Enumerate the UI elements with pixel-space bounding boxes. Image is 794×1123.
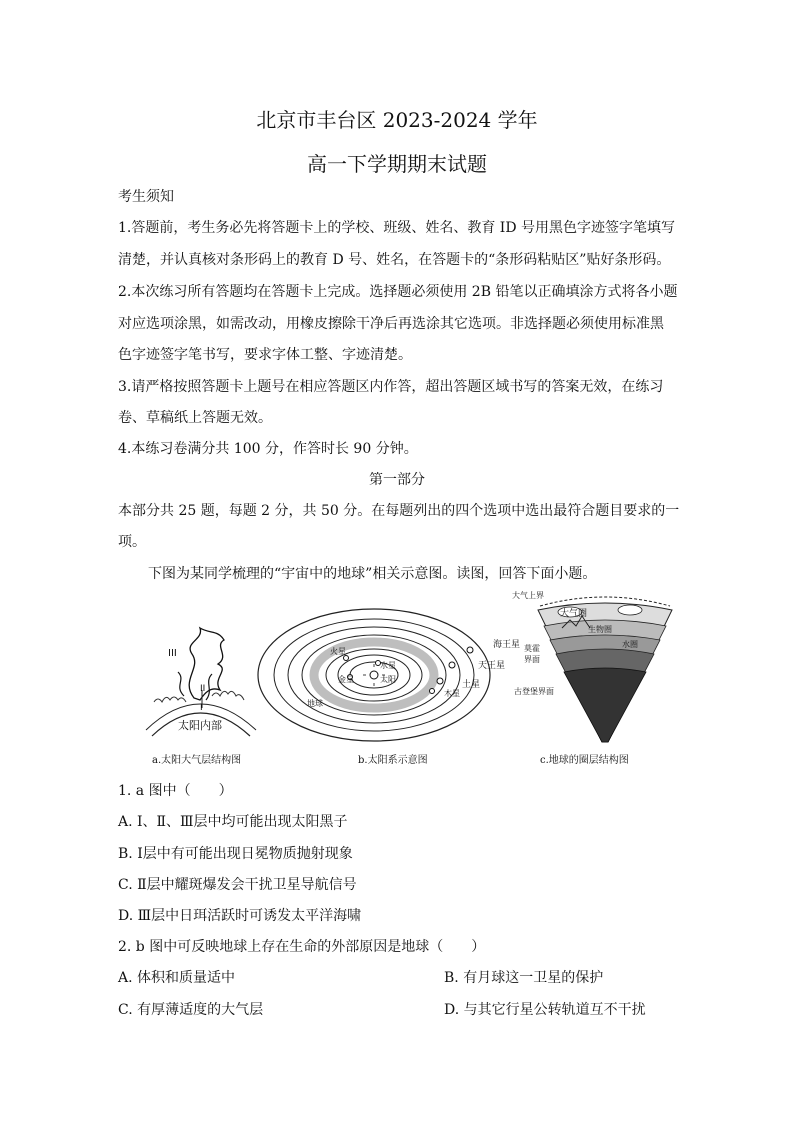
question-1-stem: 1. a 图中（ ） [118, 783, 233, 799]
fig-c-label-moho-2: 界面 [524, 655, 540, 664]
notice-line: 3.请严格按照答题卡上题号在相应答题区内作答，超出答题区域书写的答案无效，在练习 [118, 379, 664, 395]
section-intro: 项。 [118, 534, 146, 550]
notice-line: 2.本次练习所有答题均在答题卡上完成。选择题必须使用 2B 铅笔以正确填涂方式将各小题 [118, 284, 678, 300]
fig-c-label-atmosphere: 大气圈 [560, 609, 588, 619]
fig-c-label-moho-1: 莫霍 [524, 644, 540, 653]
notice-line: 色字迹签字笔书写，要求字体工整、字迹清楚。 [118, 347, 412, 363]
page-subtitle: 高一下学期期末试题 [307, 152, 487, 176]
figure-c-earth-layers [530, 596, 680, 744]
question-1-option-c[interactable]: C. Ⅱ层中耀斑爆发会干扰卫星导航信号 [118, 877, 357, 893]
notice-line: 卷、草稿纸上答题无效。 [118, 410, 272, 426]
fig-c-caption: c.地球的圈层结构图 [540, 755, 629, 766]
notice-line: 1.答题前，考生务必先将答题卡上的学校、班级、姓名、教育 ID 号用黑色字迹签字笔填写 [118, 220, 676, 236]
fig-b-label-mercury: 水星 [380, 661, 396, 670]
question-2-option-d[interactable]: D. 与其它行星公转轨道互不干扰 [444, 1002, 646, 1018]
figure-b-solar-system [256, 605, 496, 745]
fig-c-label-hydrosphere: 水圈 [622, 640, 638, 649]
notice-heading: 考生须知 [118, 189, 174, 205]
question-2-stem: 2. b 图中可反映地球上存在生命的外部原因是地球（ ） [118, 939, 486, 955]
fig-b-label-uranus: 天王星 [478, 661, 506, 671]
question-1-option-d[interactable]: D. Ⅲ层中日珥活跃时可诱发太平洋海啸 [118, 908, 362, 924]
question-2-option-c[interactable]: C. 有厚薄适度的大气层 [118, 1002, 264, 1018]
notice-line: 对应选项涂黑，如需改动，用橡皮擦除干净后再选涂其它选项。非选择题必须使用标准黑 [118, 316, 664, 332]
fig-c-label-gutenberg: 古登堡界面 [514, 687, 554, 696]
fig-b-caption: b.太阳系示意图 [358, 755, 428, 766]
fig-a-label-I: I [200, 703, 203, 713]
fig-c-label-biosphere: 生物圈 [588, 625, 612, 634]
fig-a-label-III: III [168, 648, 177, 659]
fig-b-label-saturn: 土星 [462, 680, 481, 690]
fig-b-label-jupiter: 木星 [444, 689, 460, 698]
fig-c-label-top: 大气上界 [512, 591, 544, 600]
question-1-option-a[interactable]: A. Ⅰ、Ⅱ、Ⅲ层中均可能出现太阳黑子 [118, 814, 348, 830]
fig-b-label-earth: 地球 [307, 699, 323, 708]
fig-b-label-sun: 太阳 [380, 675, 396, 684]
fig-b-label-venus: 金星 [338, 675, 354, 684]
question-2-option-b[interactable]: B. 有月球这一卫星的保护 [444, 970, 604, 986]
fig-a-caption: a.太阳大气层结构图 [152, 755, 242, 766]
section-heading: 第一部分 [369, 472, 425, 488]
fig-b-label-neptune: 海王星 [493, 640, 521, 650]
question-1-option-b[interactable]: B. Ⅰ层中有可能出现日冕物质抛射现象 [118, 846, 353, 862]
section-intro: 本部分共 25 题，每题 2 分，共 50 分。在每题列出的四个选项中选出最符合题目要求的一 [118, 503, 680, 519]
page-title: 北京市丰台区 2023-2024 学年 [256, 108, 538, 132]
notice-line: 4.本练习卷满分共 100 分，作答时长 90 分钟。 [118, 441, 418, 457]
question-stem-shared: 下图为某同学梳理的“宇宙中的地球”相关示意图。读图，回答下面小题。 [148, 566, 597, 582]
fig-b-label-mars: 火星 [330, 647, 346, 656]
fig-a-label-interior: 太阳内部 [178, 719, 222, 732]
notice-line: 清楚，并认真核对条形码上的教育 D 号、姓名，在答题卡的“条形码粘贴区”贴好条形码。 [118, 252, 671, 268]
question-2-option-a[interactable]: A. 体积和质量适中 [118, 970, 236, 986]
fig-a-label-II: II [200, 684, 206, 694]
